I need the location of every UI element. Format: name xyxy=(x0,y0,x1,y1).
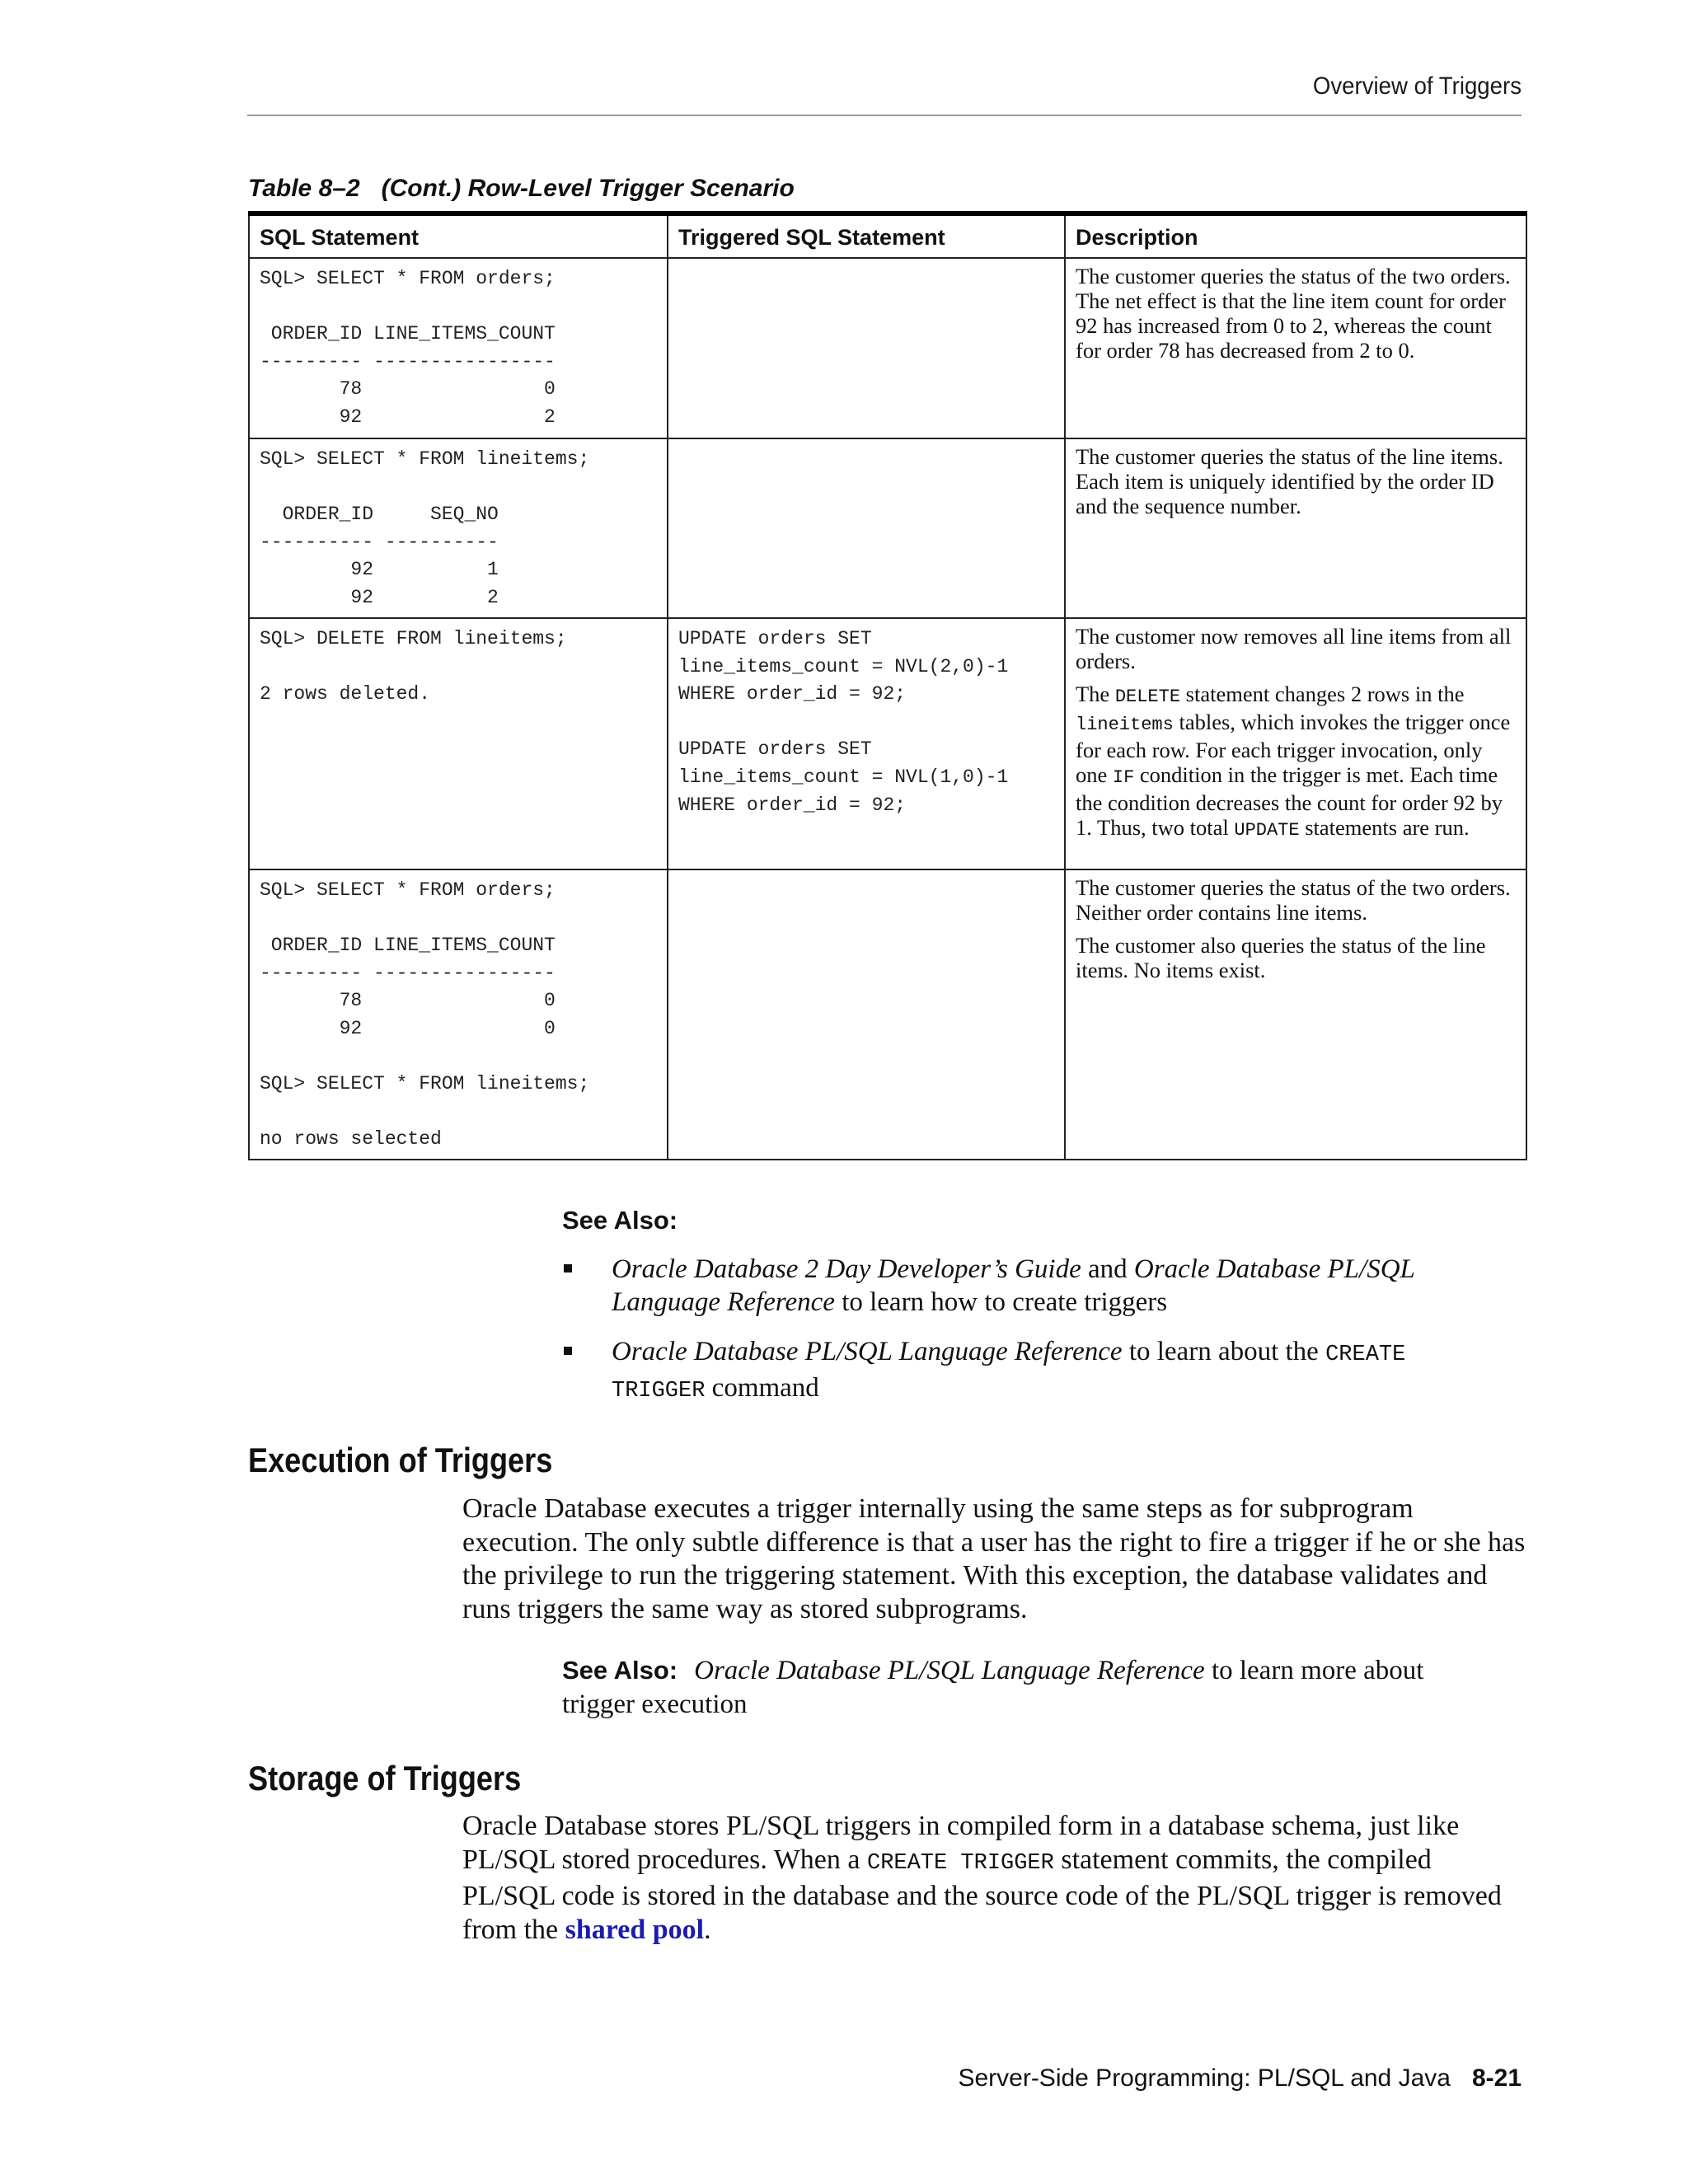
code-term: DELETE xyxy=(1114,687,1181,707)
description-text: The customer also queries the status of the line items. No items exist. xyxy=(1076,933,1486,982)
table-header-row xyxy=(249,213,1526,258)
page-number: 8-21 xyxy=(1471,2064,1522,2092)
triggered-code xyxy=(668,870,1064,882)
description-cell xyxy=(1065,258,1526,438)
section-heading-execution: Execution of Triggers xyxy=(248,1441,553,1479)
description-text: The customer queries the status of the two orders. The net effect is that the line item count for order 92 has increased from 0 to 2, whereas the count for order 78 has decreased from 2 to 0. xyxy=(1076,264,1511,363)
description-text: The customer queries the status of the two orders. Neither order contains line items. xyxy=(1076,875,1511,925)
column-header-triggered-sql: Triggered SQL Statement xyxy=(668,213,1065,258)
row-level-trigger-table xyxy=(248,211,1527,1160)
square-bullet-icon xyxy=(564,1264,572,1272)
book-reference[interactable]: Oracle Database PL/SQL Language Reference xyxy=(612,1254,1415,1317)
table-caption-title: (Cont.) Row-Level Trigger Scenario xyxy=(381,175,795,202)
sql-cell xyxy=(249,438,668,618)
table-row xyxy=(249,618,1526,869)
column-header-description: Description xyxy=(1065,213,1526,258)
execution-paragraph: Oracle Database executes a trigger internally using the same steps as for subprogram execution. The only subtle difference is that a user has the right to fire a trigger if he or she has the privilege to run the triggering statement. With this exception, the database validates and runs triggers the same way as stored subprograms. xyxy=(462,1493,1526,1624)
list-item: Oracle Database 2 Day Developer’s Guide and Oracle Database PL/SQL Language Reference to learn how to create triggers xyxy=(562,1253,1436,1319)
triggered-code xyxy=(668,439,1064,451)
sql-code: SQL> SELECT * FROM lineitems; ORDER_ID SEQ_NO ---------- ---------- 92 1 92 2 xyxy=(260,448,590,608)
page-footer xyxy=(577,2064,1522,2093)
sql-cell xyxy=(249,618,668,869)
table-caption xyxy=(248,175,795,203)
section-heading-storage: Storage of Triggers xyxy=(248,1759,522,1797)
column-header-sql-statement: SQL Statement xyxy=(249,213,668,258)
code-term: CREATE TRIGGER xyxy=(867,1850,1054,1876)
triggered-cell xyxy=(668,869,1065,1160)
description-cell xyxy=(1065,438,1526,618)
square-bullet-icon xyxy=(564,1347,572,1355)
code-term: CREATE TRIGGER xyxy=(612,1343,1406,1404)
book-reference[interactable]: Oracle Database 2 Day Developer’s Guide xyxy=(612,1254,1081,1284)
footer-book-title: Server-Side Programming: PL/SQL and Java xyxy=(958,2064,1451,2092)
sql-cell xyxy=(249,869,668,1160)
header-rule xyxy=(247,115,1522,116)
sql-code: SQL> DELETE FROM lineitems; 2 rows deleted. xyxy=(260,628,567,705)
sql-code: SQL> SELECT * FROM orders; ORDER_ID LINE_ITEMS_COUNT --------- ---------------- 78 0 92 0 SQL> SELECT * FROM lineitems; no rows selected xyxy=(260,879,590,1151)
triggered-code: UPDATE orders SET line_items_count = NVL(2,0)-1 WHERE order_id = 92; UPDATE orders SET line_items_count = NVL(1,0)-1 WHERE order_id = 92; xyxy=(678,628,1009,816)
code-term: UPDATE xyxy=(1234,820,1300,841)
code-term: lineitems xyxy=(1076,715,1174,735)
list-item: Oracle Database PL/SQL Language Reference to learn about the CREATE TRIGGER command xyxy=(562,1335,1436,1408)
triggered-cell xyxy=(668,438,1065,618)
book-reference[interactable]: Oracle Database PL/SQL Language Reference xyxy=(694,1656,1205,1685)
book-reference[interactable]: Oracle Database PL/SQL Language Reference xyxy=(612,1337,1123,1366)
running-header: Overview of Triggers xyxy=(1312,73,1522,100)
description-cell xyxy=(1065,618,1526,869)
sql-code: SQL> SELECT * FROM orders; ORDER_ID LINE_ITEMS_COUNT --------- ---------------- 78 0 92 2 xyxy=(260,268,556,428)
table-row xyxy=(249,438,1526,618)
storage-paragraph: Oracle Database stores PL/SQL triggers in compiled form in a database schema, just like PL/SQL stored procedures. When a CREATE TRIGGER statement commits, the compiled PL/SQL code is stored in the database and the source code of the PL/SQL trigger is removed from the shared pool. xyxy=(462,1811,1502,1945)
table-row xyxy=(249,869,1526,1160)
code-term: IF xyxy=(1112,767,1135,788)
execution-see-also: See Also: Oracle Database PL/SQL Language Reference to learn more about trigger execution xyxy=(562,1656,1424,1719)
table-row xyxy=(249,258,1526,438)
sql-cell xyxy=(249,258,668,438)
see-also-label: See Also: xyxy=(562,1656,678,1685)
description-text: The customer queries the status of the line items. Each item is uniquely identified by the order ID and the sequence number. xyxy=(1076,444,1503,518)
see-also-heading: See Also: xyxy=(562,1206,678,1235)
shared-pool-link[interactable]: shared pool xyxy=(565,1914,705,1945)
triggered-cell xyxy=(668,258,1065,438)
triggered-code xyxy=(668,259,1064,270)
see-also-list xyxy=(562,1253,1436,1424)
triggered-cell xyxy=(668,618,1065,869)
description-cell xyxy=(1065,869,1526,1160)
description-text: The DELETE statement changes 2 rows in the lineitems tables, which invokes the trigger once for each row. For each trigger invocation, only one IF condition in the trigger is met. Each time the condition decreases the count for order 92 by 1. Thus, two total UPDATE statements are run. xyxy=(1076,682,1511,841)
description-text: The customer now removes all line items from all orders. xyxy=(1076,624,1512,673)
table-caption-number: Table 8–2 xyxy=(248,175,360,202)
